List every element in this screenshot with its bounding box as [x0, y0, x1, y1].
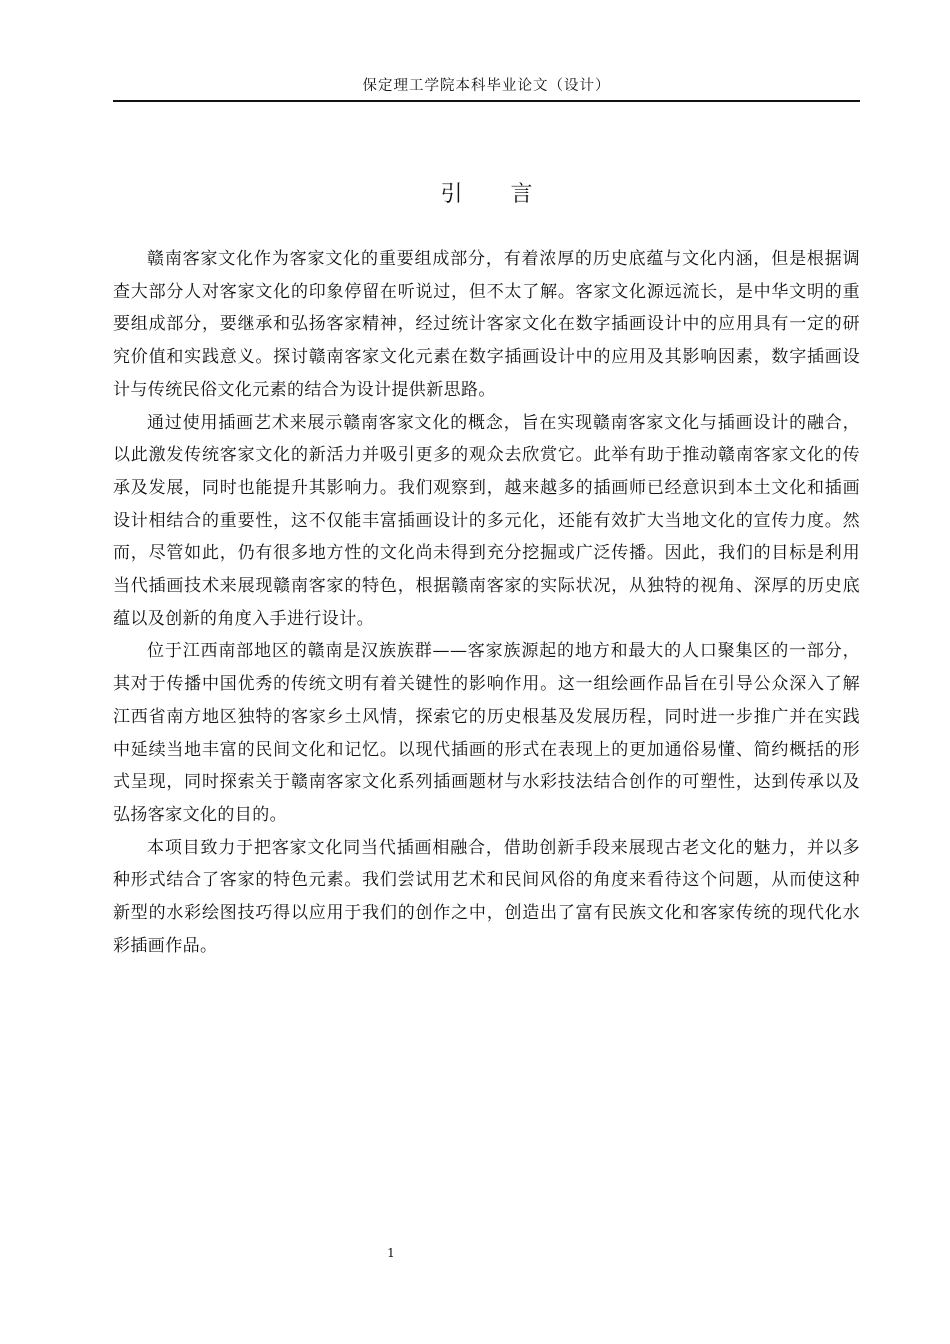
paragraph-4: 本项目致力于把客家文化同当代插画相融合，借助创新手段来展现古老文化的魅力，并以多种形式结合了客家的特色元素。我们尝试用艺术和民间风俗的角度来看待这个问题，从而使这种新型的水彩绘图技巧得以应用于我们的创作之中，创造出了富有民族文化和客家传统的现代化水彩插画作品。	[113, 837, 860, 956]
paragraph-2: 通过使用插画艺术来展示赣南客家文化的概念，旨在实现赣南客家文化与插画设计的融合，以此激发传统客家文化的新活力并吸引更多的观众去欣赏它。此举有助于推动赣南客家文化的传承及发展，同时也能提升其影响力。我们观察到，越来越多的插画师已经意识到本土文化和插画设计相结合的重要性，这不仅能丰富插画设计的多元化，还能有效扩大当地文化的宣传力度。然而，尽管如此，仍有很多地方性的文化尚未得到充分挖掘或广泛传播。因此，我们的目标是利用当代插画技术来展现赣南客家的特色，根据赣南客家的实际状况，从独特的视角、深厚的历史底蕴以及创新的角度入手进行设计。	[113, 412, 860, 629]
paragraph-1: 赣南客家文化作为客家文化的重要组成部分，有着浓厚的历史底蕴与文化内涵，但是根据调查大部分人对客家文化的印象停留在听说过，但不太了解。客家文化源远流长，是中华文明的重要组成部分，要继承和弘扬客家精神，经过统计客家文化在数字插画设计中的应用具有一定的研究价值和实践意义。探讨赣南客家文化元素在数字插画设计中的应用及其影响因素，数字插画设计与传统民俗文化元素的结合为设计提供新思路。	[113, 249, 860, 400]
running-header: 保定理工学院本科毕业论文（设计）	[362, 78, 611, 94]
body-text	[113, 243, 860, 962]
paragraph-3: 位于江西南部地区的赣南是汉族族群——客家族源起的地方和最大的人口聚集区的一部分，其对于传播中国优秀的传统文明有着关键性的影响作用。这一组绘画作品旨在引导公众深入了解江西省南方地区独特的客家乡土风情，探索它的历史根基及发展历程，同时进一步推广并在实践中延续当地丰富的民间文化和记忆。以现代插画的形式在表现上的更加通俗易懂、简约概括的形式呈现，同时探索关于赣南客家文化系列插画题材与水彩技法结合创作的可塑性，达到传承以及弘扬客家文化的目的。	[113, 641, 860, 825]
section-title: 引言	[440, 182, 581, 207]
header-rule	[113, 100, 860, 102]
page-number: 1	[387, 1246, 395, 1260]
